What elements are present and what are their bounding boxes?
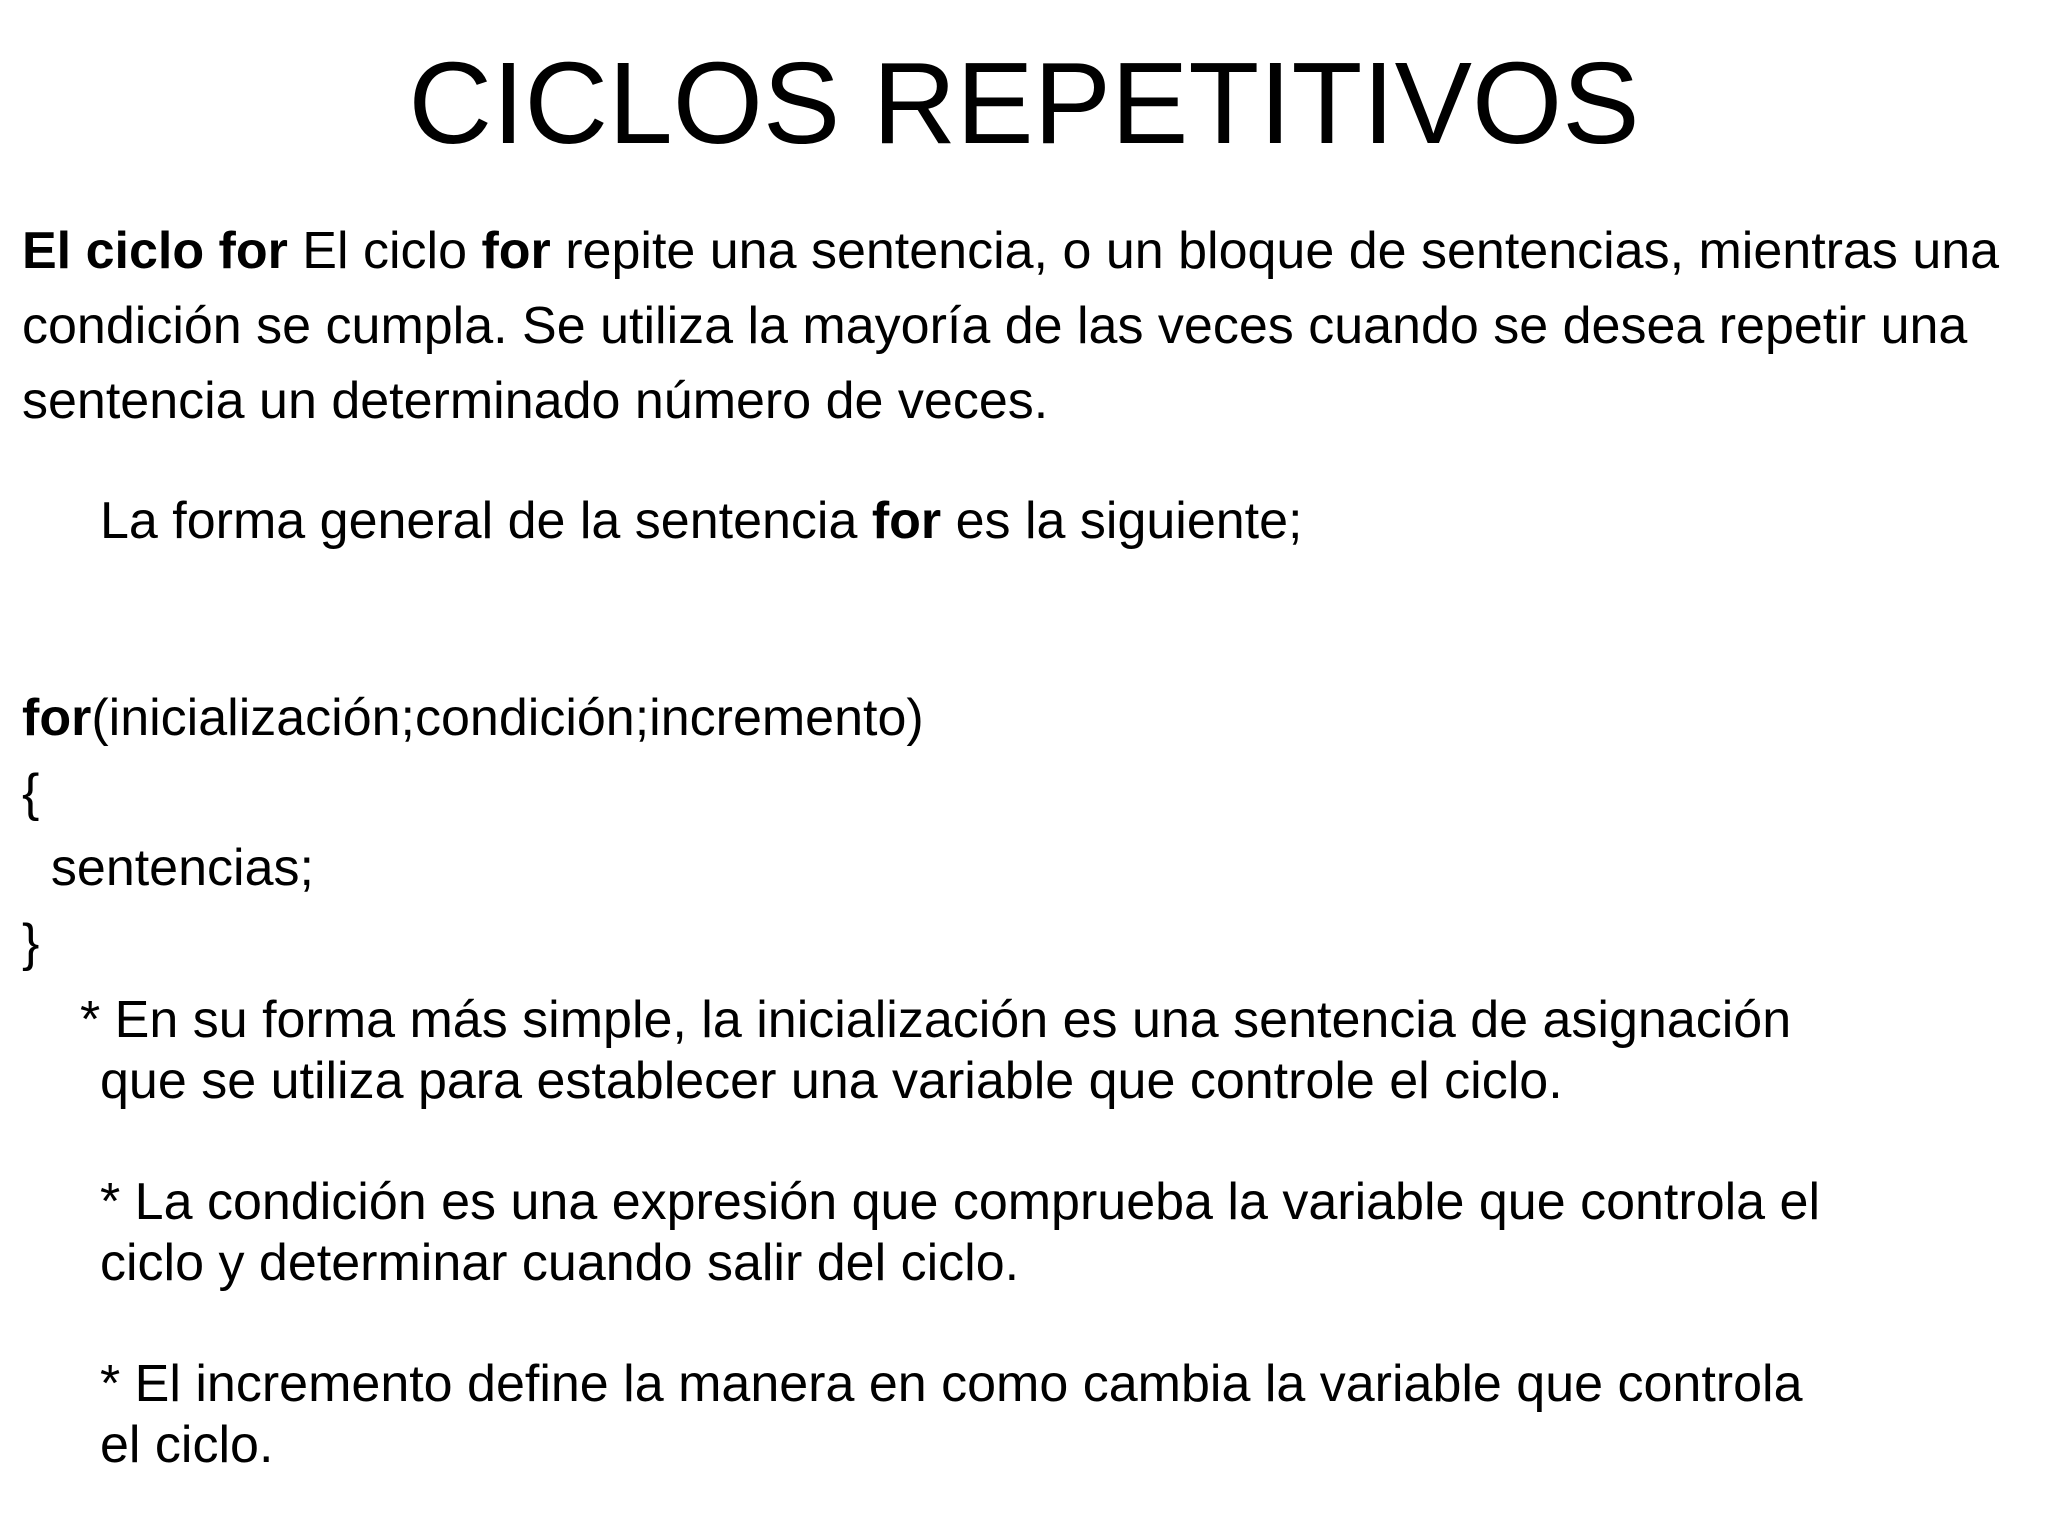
general-form-text-end: es la siguiente;	[941, 492, 1303, 550]
code-signature-args: (inicialización;condición;incremento)	[91, 689, 924, 747]
code-for-keyword: for	[22, 689, 92, 747]
code-open-brace: {	[22, 764, 40, 822]
slide-title: CICLOS REPETITIVOS	[408, 38, 1640, 168]
intro-paragraph	[22, 214, 2002, 439]
code-body: sentencias;	[22, 839, 314, 897]
general-form-text-start: La forma general de la sentencia	[100, 492, 872, 550]
code-close-brace: }	[22, 914, 40, 972]
intro-heading: El ciclo for	[22, 222, 288, 280]
general-form-line	[100, 484, 2000, 559]
general-form-for-keyword: for	[871, 492, 942, 550]
intro-text-rest: repite una sentencia, o un bloque de sentencias, mientras una condición se cumpla. Se utiliza la mayoría de las veces cuando se desea repetir una sentencia un determinado número de veces.	[22, 222, 2000, 430]
note-condition	[100, 1172, 2020, 1294]
note-initialization	[80, 990, 2020, 1112]
intro-for-keyword: for	[481, 222, 551, 280]
note-increment	[100, 1354, 2020, 1476]
code-for-signature	[22, 681, 924, 756]
note-increment-first-line: * El incremento define la manera en como cambia la variable que controla	[100, 1355, 1803, 1413]
note-initialization-first-line: * En su forma más simple, la inicialización es una sentencia de asignación	[80, 991, 1792, 1049]
note-condition-first-line: * La condición es una expresión que comprueba la variable que controla el	[100, 1173, 1821, 1231]
note-initialization-rest: que se utiliza para establecer una variable que controle el ciclo.	[100, 1052, 1563, 1110]
note-increment-rest: el ciclo.	[100, 1416, 274, 1474]
intro-text-start: El ciclo	[287, 222, 482, 280]
note-condition-rest: ciclo y determinar cuando salir del ciclo.	[100, 1234, 1020, 1292]
